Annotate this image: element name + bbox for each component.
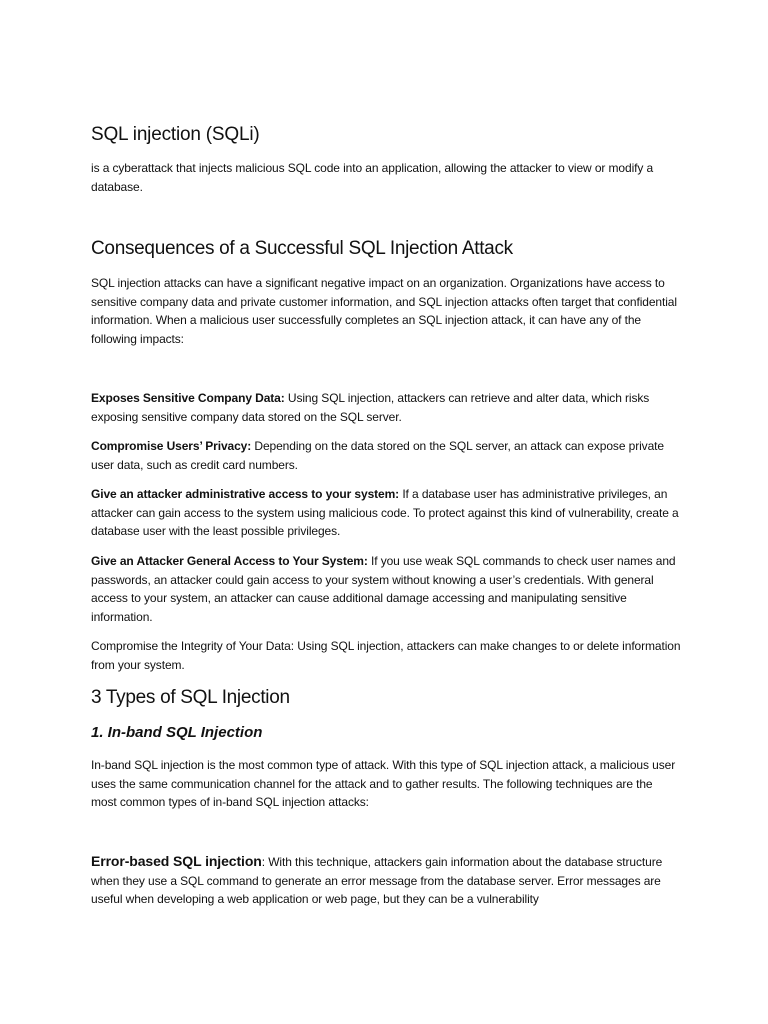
- impact-item-lead: Give an Attacker General Access to Your System:: [91, 554, 368, 568]
- page-title: SQL injection (SQLi): [91, 124, 260, 145]
- error-based-text: : With this technique, attackers gain information about the database structure when they use a SQL command to generate an error message from the database server. Error messages are useful when developing a web application or web page, but they can be a vulnerability: [91, 855, 663, 906]
- impact-item-lead: Exposes Sensitive Company Data:: [91, 391, 285, 405]
- impact-item: [91, 552, 681, 626]
- error-based-lead: Error-based SQL injection: [91, 853, 262, 869]
- in-band-subheading: 1. In-band SQL Injection: [91, 724, 263, 741]
- impact-item: [91, 485, 681, 541]
- impact-item-lead: Give an attacker administrative access to your system:: [91, 487, 400, 501]
- intro-paragraph: is a cyberattack that injects malicious SQL code into an application, allowing the attacker to view or modify a database.: [91, 161, 654, 194]
- impact-item-text: Depending on the data stored on the SQL server, an attack can expose private user data, such as credit card numbers.: [91, 439, 664, 472]
- impact-item: [91, 637, 681, 674]
- consequences-paragraph: SQL injection attacks can have a significant negative impact on an organization. Organizations have access to sensitive company data and private customer information, and SQL injection attacks often target that confidential information. When a malicious user successfully completes an SQL injection attack, it can have any of the following impacts:: [91, 276, 677, 346]
- impact-item: [91, 437, 681, 474]
- impact-item-text: If you use weak SQL commands to check user names and passwords, an attacker could gain access to your system without knowing a user’s credentials. With general access to your system, an attacker can cause additional damage accessing and manipulating sensitive information.: [91, 554, 676, 624]
- impact-item-text: If a database user has administrative privileges, an attacker can gain access to the system using malicious code. To protect against this kind of vulnerability, create a database user with the least possible privileges.: [91, 487, 679, 538]
- impact-item-text: Using SQL injection, attackers can retrieve and alter data, which risks exposing sensitive company data stored on the SQL server.: [91, 391, 650, 424]
- impact-item-lead: Compromise Users’ Privacy:: [91, 439, 252, 453]
- impact-item: [91, 389, 681, 426]
- consequences-heading: Consequences of a Successful SQL Injection Attack: [91, 238, 513, 259]
- in-band-paragraph: In-band SQL injection is the most common type of attack. With this type of SQL injection attack, a malicious user uses the same communication channel for the attack and to gather results. The following techniques are the most common types of in-band SQL injection attacks:: [91, 758, 676, 809]
- impact-item-text: Compromise the Integrity of Your Data: Using SQL injection, attackers can make changes to or delete information from your system.: [91, 639, 681, 672]
- types-heading: 3 Types of SQL Injection: [91, 687, 290, 708]
- error-based-paragraph: [91, 852, 681, 909]
